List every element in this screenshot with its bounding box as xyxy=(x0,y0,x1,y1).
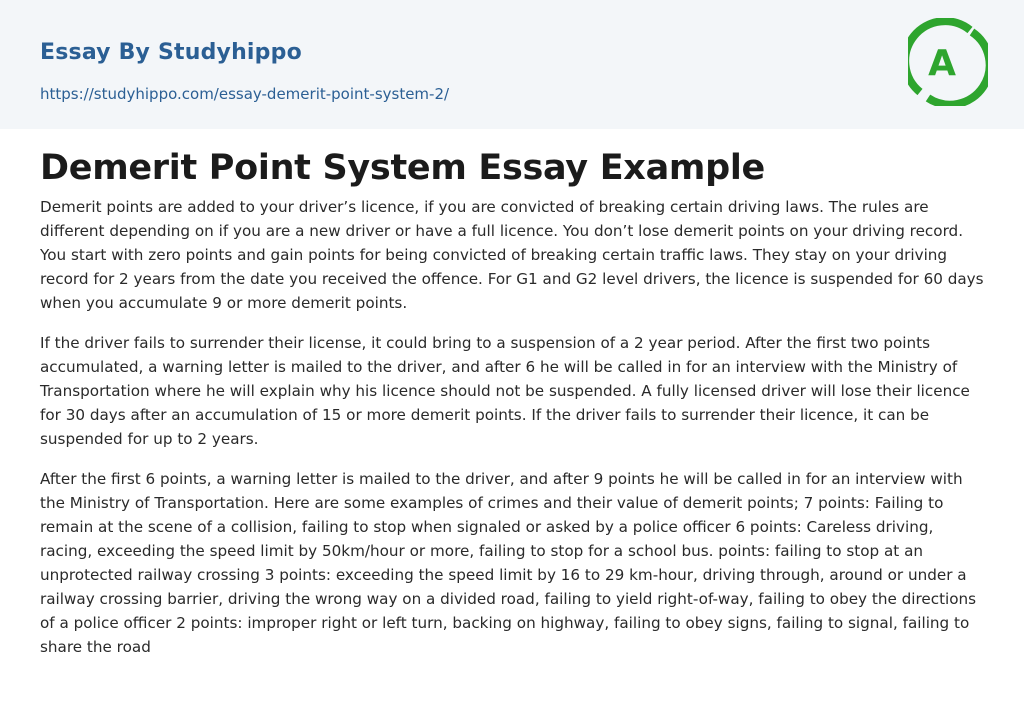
essay-paragraph: After the first 6 points, a warning letter is mailed to the driver, and after 9 points he will be called in for an interview with the Ministry of Transportation. Here are some examples of crimes and their value of demerit points; 7 points: Failing to remain at the scene of a collision, failing to stop when signaled or asked by a police officer 6 points: Careless driving, racing, exceeding the speed limit by 50km/hour or more, failing to stop for a school bus. points: failing to stop at an unprotected railway crossing 3 points: exceeding the speed limit by 16 to 29 km-hour, driving through, around or under a railway crossing barrier, driving the wrong way on a divided road, failing to yield right-of-way, failing to obey the directions of a police officer 2 points: improper right or left turn, backing on highway, failing to obey signs, failing to signal, failing to share the road xyxy=(40,470,977,656)
circle-letter-a-logo-icon[interactable] xyxy=(908,18,988,106)
essay-paragraph: If the driver fails to surrender their license, it could bring to a suspension of a 2 year period. After the first two points accumulated, a warning letter is mailed to the driver, and after 6 he will be called in for an interview with the Ministry of Transportation where he will explain why his licence should not be suspended. A fully licensed driver will lose their licence for 30 days after an accumulation of 15 or more demerit points. If the driver fails to surrender their licence, it can be suspended for up to 2 years. xyxy=(40,334,970,448)
site-title[interactable]: Essay By Studyhippo xyxy=(40,40,302,65)
essay-url-link[interactable]: https://studyhippo.com/essay-demerit-point-system-2/ xyxy=(40,85,450,103)
article-content xyxy=(40,146,984,659)
site-header xyxy=(0,0,1024,129)
page-title: Demerit Point System Essay Example xyxy=(40,148,765,188)
essay-paragraph: Demerit points are added to your driver’s licence, if you are convicted of breaking certain driving laws. The rules are different depending on if you are a new driver or have a full licence. You don’t lose demerit points on your driving record. You start with zero points and gain points for being convicted of breaking certain traffic laws. They stay on your driving record for 2 years from the date you received the offence. For G1 and G2 level drivers, the licence is suspended for 60 days when you accumulate 9 or more demerit points. xyxy=(40,198,984,312)
logo-letter: A xyxy=(928,43,956,84)
